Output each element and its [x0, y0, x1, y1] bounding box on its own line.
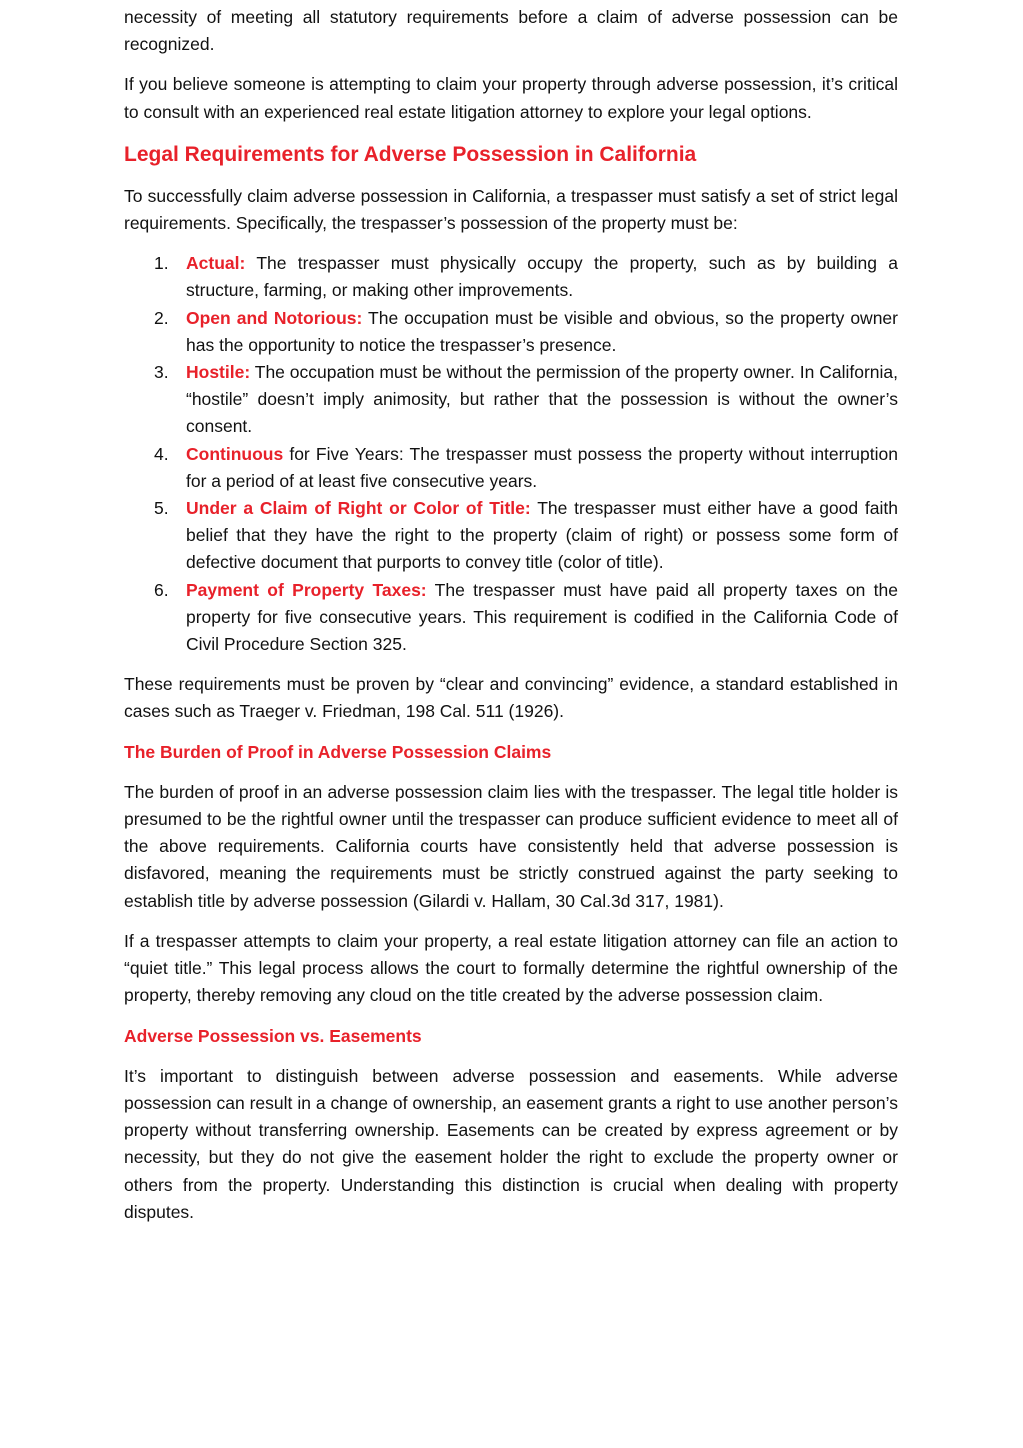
- list-item: [124, 495, 898, 577]
- list-item-number: 4.: [154, 443, 169, 464]
- list-item-term: Open and Notorious:: [186, 307, 363, 328]
- section1-intro-paragraph: To successfully claim adverse possession in California, a trespasser must satisfy a set of strict legal requirements. Specifically, the trespasser’s possession of the property must be:: [124, 185, 898, 234]
- list-item-number: 6.: [154, 579, 169, 600]
- list-item-term: Under a Claim of Right or Color of Title:: [186, 498, 531, 519]
- list-item: [124, 441, 898, 495]
- list-item-text: The occupation must be visible and obvious, so the property owner has the opportunity to notice the trespasser’s presence.: [186, 307, 898, 355]
- list-item-term: Payment of Property Taxes:: [186, 579, 427, 600]
- list-item-text: The trespasser must have paid all property taxes on the property for five consecutive years. This requirement is codified in the California Code of Civil Procedure Section 325.: [186, 579, 898, 655]
- intro-paragraph-1: necessity of meeting all statutory requirements before a claim of adverse possession can be recognized.: [124, 7, 898, 55]
- section3-paragraph-1: It’s important to distinguish between adverse possession and easements. While adverse possession can result in a change of ownership, an easement grants a right to use another person’s property without transferring ownership. Easements can be created by express agreement or by necessity, but they do not give the easement holder the right to exclude the property owner or others from the property. Understanding this distinction is crucial when dealing with property disputes.: [124, 1065, 898, 1222]
- list-item-term: Hostile:: [186, 362, 251, 383]
- list-item-number: 5.: [154, 498, 169, 519]
- list-item-text: for Five Years: The trespasser must possess the property without interruption for a period of at least five consecutive years.: [186, 443, 898, 491]
- intro-paragraph-2: If you believe someone is attempting to claim your property through adverse possession, it’s critical to consult with an experienced real estate litigation attorney to explore your legal options.: [124, 74, 898, 122]
- list-item-text: The trespasser must either have a good faith belief that they have the right to the property (claim of right) or possess some form of defective document that purports to convey title (color of title).: [186, 498, 898, 573]
- list-item-text: The trespasser must physically occupy the property, such as by building a structure, farming, or making other improvements.: [186, 253, 898, 301]
- section-heading-easements: Adverse Possession vs. Easements: [124, 1025, 422, 1046]
- list-item: [124, 577, 898, 659]
- list-item-number: 2.: [154, 307, 169, 328]
- document-page: [124, 0, 898, 1226]
- list-item-text: The occupation must be without the permission of the property owner. In California, “hostile” doesn’t imply animosity, but rather that the possession is without the owner’s consent.: [186, 362, 898, 437]
- section-heading-legal-requirements: Legal Requirements for Adverse Possession in California: [124, 142, 697, 166]
- section1-outro-paragraph: These requirements must be proven by “clear and convincing” evidence, a standard established in cases such as Traeger v. Friedman, 198 Cal. 511 (1926).: [124, 674, 898, 722]
- list-item-number: 1.: [154, 253, 169, 274]
- list-item-term: Actual:: [186, 253, 246, 274]
- section2-paragraph-1: The burden of proof in an adverse possession claim lies with the trespasser. The legal title holder is presumed to be the rightful owner until the trespasser can produce sufficient evidence to meet all of the above requirements. California courts have consistently held that adverse possession is disfavored, meaning the requirements must be strictly construed against the party seeking to establish title by adverse possession (Gilardi v. Hallam, 30 Cal.3d 317, 1981).: [124, 781, 898, 911]
- requirements-list: [124, 250, 898, 658]
- list-item: [124, 250, 898, 304]
- section-heading-burden-of-proof: The Burden of Proof in Adverse Possession Claims: [124, 741, 552, 762]
- list-item-term: Continuous: [186, 443, 284, 464]
- list-item: [124, 305, 898, 359]
- list-item: [124, 359, 898, 441]
- list-item-number: 3.: [154, 362, 169, 383]
- section2-paragraph-2: If a trespasser attempts to claim your property, a real estate litigation attorney can file an action to “quiet title.” This legal process allows the court to formally determine the rightful ownership of the property, thereby removing any cloud on the title created by the adverse possession claim.: [124, 930, 898, 1006]
